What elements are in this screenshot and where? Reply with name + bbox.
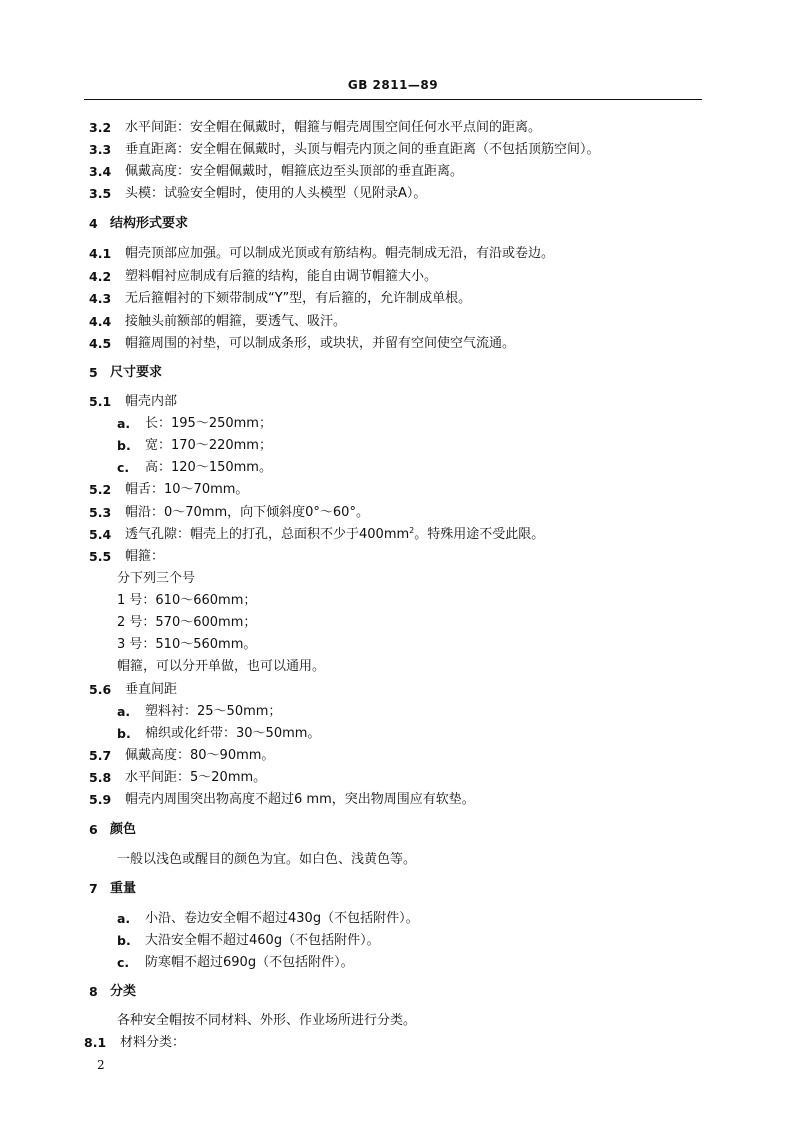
- paragraph-text: 各种安全帽按不同材料、外形、作业场所进行分类。: [117, 1013, 417, 1028]
- standard-header: GB 2811—89: [347, 78, 439, 92]
- clause-number: 5.5: [89, 549, 112, 564]
- list-text: 长：195～250mm；: [145, 416, 272, 431]
- clause-text: 材料分类：: [120, 1035, 186, 1050]
- section-number: 8: [89, 984, 98, 999]
- clause-number: 3.4: [89, 164, 112, 179]
- paragraph-text: 一般以浅色或醒目的颜色为宜。如白色、浅黄色等。: [117, 852, 417, 867]
- clause-text: 水平间距：5～20mm。: [125, 770, 267, 785]
- header-rule: [84, 99, 702, 100]
- clause-text: 帽舌：10～70mm。: [125, 482, 249, 497]
- section-number: 5: [89, 365, 98, 380]
- clause-text: [125, 526, 544, 544]
- clause-text: 头模：试验安全帽时，使用的人头模型（见附录A）。: [125, 186, 427, 201]
- clause-text: 佩戴高度：安全帽佩戴时，帽箍底边至头顶部的垂直距离。: [125, 164, 464, 179]
- clause-number: 8.1: [84, 1035, 107, 1050]
- clause-text-part: 透气孔隙：帽壳上的打孔，总面积不少于400mm: [125, 527, 410, 542]
- clause-number: 5.7: [89, 748, 112, 763]
- list-text: 宽：170～220mm；: [145, 438, 272, 453]
- clause-number: 5.2: [89, 482, 112, 497]
- section-number: 4: [89, 216, 98, 231]
- list-marker: c.: [117, 460, 130, 475]
- section-title: 结构形式要求: [110, 216, 189, 231]
- section-number: 6: [89, 822, 98, 837]
- list-text: 高：120～150mm。: [145, 460, 272, 475]
- page-number: 2: [97, 1058, 105, 1072]
- clause-number: 5.4: [89, 527, 112, 542]
- list-marker: b.: [117, 438, 131, 453]
- list-text: 2 号：570～600mm；: [117, 615, 257, 630]
- paragraph-text: 分下列三个号: [117, 571, 196, 586]
- list-marker: b.: [117, 726, 131, 741]
- list-text: 3 号：510～560mm。: [117, 637, 257, 652]
- clause-text: 帽壳顶部应加强。可以制成光顶或有筋结构。帽壳制成无沿，有沿或卷边。: [125, 246, 555, 261]
- section-number: 7: [89, 881, 98, 896]
- clause-text: 帽箍：: [125, 549, 165, 564]
- section-title: 颜色: [110, 822, 137, 837]
- list-marker: a.: [117, 704, 131, 719]
- list-text: 小沿、卷边安全帽不超过430g（不包括附件）。: [145, 911, 419, 926]
- clause-text: 帽壳内部: [125, 394, 178, 409]
- paragraph-text: 帽箍，可以分开单做，也可以通用。: [117, 659, 326, 674]
- clause-text: 水平间距：安全帽在佩戴时，帽箍与帽壳周围空间任何水平点间的距离。: [125, 120, 542, 135]
- clause-text: 垂直间距: [125, 682, 178, 697]
- list-marker: a.: [117, 416, 131, 431]
- list-text: 1 号：610～660mm；: [117, 593, 257, 608]
- list-text: 棉织或化纤带：30～50mm。: [145, 726, 321, 741]
- clause-text: 帽沿：0～70mm，向下倾斜度0°～60°。: [125, 505, 369, 520]
- clause-text: 帽箍周围的衬垫，可以制成条形，或块状，并留有空间使空气流通。: [125, 336, 516, 351]
- clause-text: 接触头前额部的帽箍，要透气、吸汗。: [125, 314, 347, 329]
- clause-number: 5.9: [89, 792, 112, 807]
- clause-number: 4.1: [89, 246, 112, 261]
- clause-text: 垂直距离：安全帽在佩戴时，头顶与帽壳内顶之间的垂直距离（不包括顶筋空间）。: [125, 142, 600, 157]
- list-text: 防寒帽不超过690g（不包括附件）。: [145, 955, 354, 970]
- clause-number: 5.1: [89, 394, 112, 409]
- section-title: 分类: [110, 984, 137, 999]
- clause-number: 5.8: [89, 770, 112, 785]
- clause-number: 4.4: [89, 314, 112, 329]
- superscript: 2: [409, 526, 415, 535]
- section-title: 重量: [110, 881, 137, 896]
- clause-number: 4.2: [89, 269, 112, 284]
- list-marker: b.: [117, 933, 131, 948]
- clause-text: 塑料帽衬应制成有后箍的结构，能自由调节帽箍大小。: [125, 269, 438, 284]
- clause-number: 4.5: [89, 336, 112, 351]
- list-marker: c.: [117, 955, 130, 970]
- clause-text: 佩戴高度：80～90mm。: [125, 748, 275, 763]
- clause-number: 3.5: [89, 186, 112, 201]
- clause-number: 3.2: [89, 120, 112, 135]
- clause-number: 3.3: [89, 142, 112, 157]
- section-title: 尺寸要求: [110, 365, 163, 380]
- list-marker: a.: [117, 911, 131, 926]
- clause-number: 5.3: [89, 505, 112, 520]
- list-text: 大沿安全帽不超过460g（不包括附件）。: [145, 933, 380, 948]
- list-text: 塑料衬：25～50mm；: [145, 704, 282, 719]
- clause-text: 帽壳内周围突出物高度不超过6 mm，突出物周围应有软垫。: [125, 792, 475, 807]
- clause-text: 无后箍帽衬的下颏带制成“Y”型，有后箍的，允许制成单根。: [125, 291, 472, 306]
- clause-text-part: 。特殊用途不受此限。: [414, 527, 545, 542]
- clause-number: 5.6: [89, 682, 112, 697]
- clause-number: 4.3: [89, 291, 112, 306]
